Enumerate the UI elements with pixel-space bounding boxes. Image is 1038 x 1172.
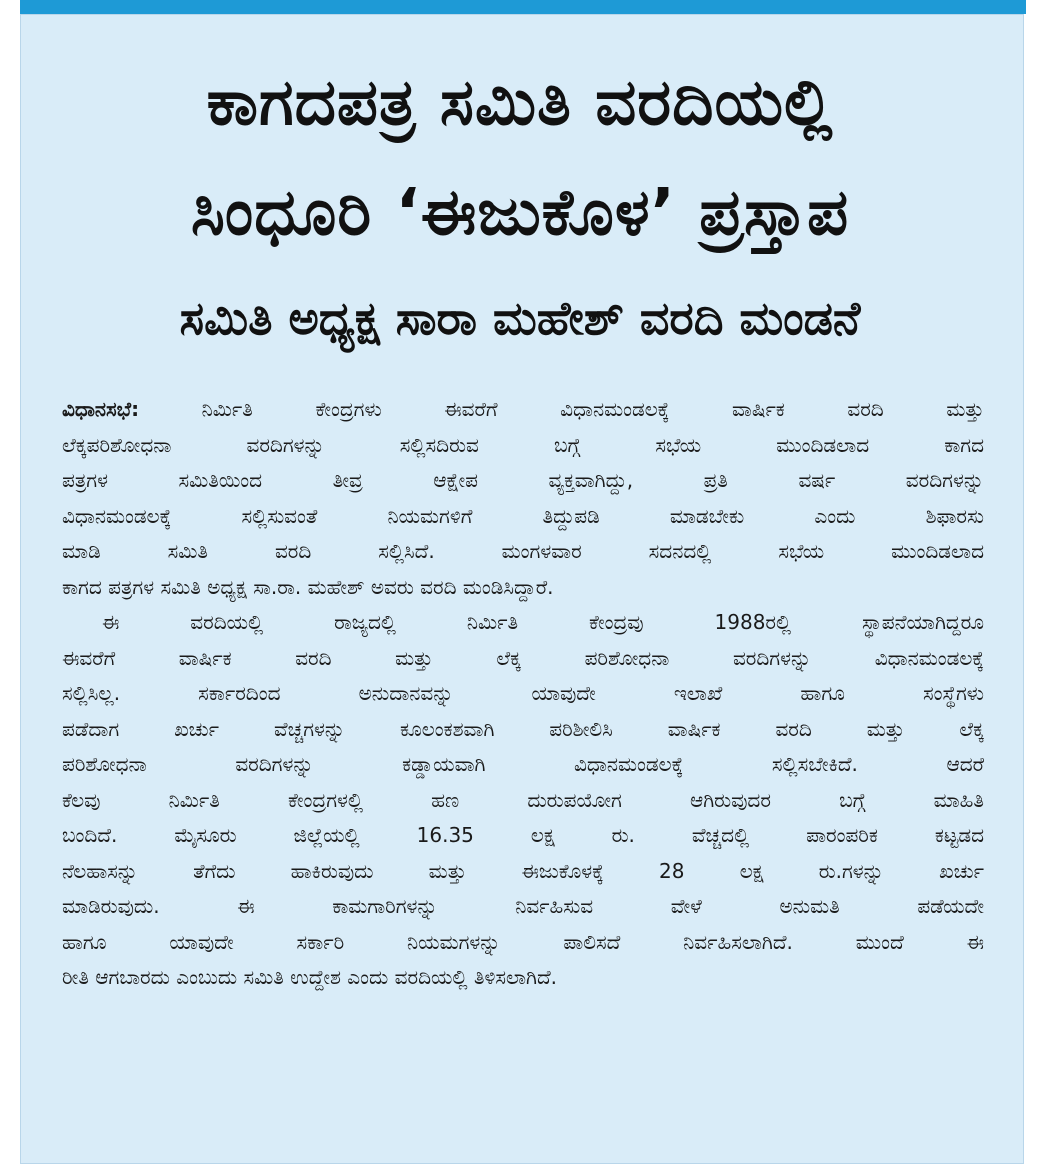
article-line: ಕಾಗದ ಪತ್ರಗಳ ಸಮಿತಿ ಅಧ್ಯಕ್ಷ ಸಾ.ರಾ. ಮಹೇಶ್ ಅವರು ವರದಿ ಮಂಡಿಸಿದ್ದಾರೆ. [62, 574, 554, 599]
article-line: ವಿಧಾನಮಂಡಲಕ್ಕೆ ಸಲ್ಲಿಸುವಂತೆ ನಿಯಮಗಳಿಗೆ ತಿದ್ದುಪಡಿ ಮಾಡಬೇಕು ಎಂದು ಶಿಫಾರಸು [62, 503, 984, 528]
article-line: ರೀತಿ ಆಗಬಾರದು ಎಂಬುದು ಸಮಿತಿ ಉದ್ದೇಶ ಎಂದು ವರದಿಯಲ್ಲಿ ತಿಳಿಸಲಾಗಿದೆ. [62, 965, 558, 989]
article-line: ಸಲ್ಲಿಸಿಲ್ಲ. ಸರ್ಕಾರದಿಂದ ಅನುದಾನವನ್ನು ಯಾವುದೇ ಇಲಾಖೆ ಹಾಗೂ ಸಂಸ್ಥೆಗಳು [62, 681, 984, 705]
article-line: ಪರಿಶೋಧನಾ ವರದಿಗಳನ್ನು ಕಡ್ಡಾಯವಾಗಿ ವಿಧಾನಮಂಡಲಕ್ಕೆ ಸಲ್ಲಿಸಬೇಕಿದೆ. ಆದರೆ [62, 752, 984, 776]
article-line: ಕೆಲವು ನಿರ್ಮಿತಿ ಕೇಂದ್ರಗಳಲ್ಲಿ ಹಣ ದುರುಪಯೋಗ ಆಗಿರುವುದರ ಬಗ್ಗೆ ಮಾಹಿತಿ [62, 787, 984, 812]
article-line: ಪತ್ರಗಳ ಸಮಿತಿಯಿಂದ ತೀವ್ರ ಆಕ್ಷೇಪ ವ್ಯಕ್ತವಾಗಿದ್ದು, ಪ್ರತಿ ವರ್ಷ ವರದಿಗಳನ್ನು [62, 468, 984, 492]
article-line: ಬಂದಿದೆ. ಮೈಸೂರು ಜಿಲ್ಲೆಯಲ್ಲಿ 16.35 ಲಕ್ಷ ರು. ವೆಚ್ಚದಲ್ಲಿ ಪಾರಂಪರಿಕ ಕಟ್ಟಡದ [62, 823, 984, 847]
article-line: ಈವರೆಗೆ ವಾರ್ಷಿಕ ವರದಿ ಮತ್ತು ಲೆಕ್ಕ ಪರಿಶೋಧನಾ ವರದಿಗಳನ್ನು ವಿಧಾನಮಂಡಲಕ್ಕೆ [62, 645, 984, 670]
article-line [62, 392, 984, 428]
article-line: ಮಾಡಿ ಸಮಿತಿ ವರದಿ ಸಲ್ಲಿಸಿದೆ. ಮಂಗಳವಾರ ಸದನದಲ್ಲಿ ಸಭೆಯ ಮುಂದಿಡಲಾದ [62, 539, 984, 563]
article-line: ಮಾಡಿರುವುದು. ಈ ಕಾಮಗಾರಿಗಳನ್ನು ನಿರ್ವಹಿಸುವ ವೇಳೆ ಅನುಮತಿ ಪಡೆಯದೇ [62, 894, 984, 918]
headline-line-1: ಕಾಗದಪತ್ರ ಸಮಿತಿ ವರದಿಯಲ್ಲಿ [206, 66, 834, 140]
article-line: ಪಡೆದಾಗ ಖರ್ಚು ವೆಚ್ಚಗಳನ್ನು ಕೂಲಂಕಶವಾಗಿ ಪರಿಶೀಲಿಸಿ ವಾರ್ಷಿಕ ವರದಿ ಮತ್ತು ಲೆಕ್ಕ [62, 716, 984, 741]
headline-line-2: ಸಿಂಧೂರಿ ‘ಈಜುಕೊಳ’ ಪ್ರಸ್ತಾಪ [190, 176, 850, 250]
top-accent-bar [20, 0, 1026, 14]
article-line-text: ನಿರ್ಮಿತಿ ಕೇಂದ್ರಗಳು ಈವರೆಗೆ ವಿಧಾನಮಂಡಲಕ್ಕೆ ವಾರ್ಷಿಕ ವರದಿ ಮತ್ತು [139, 397, 984, 421]
article-body [62, 392, 984, 996]
subheadline: ಸಮಿತಿ ಅಧ್ಯಕ್ಷ ಸಾರಾ ಮಹೇಶ್ ವರದಿ ಮಂಡನೆ [179, 291, 861, 345]
article-line: ಈ ವರದಿಯಲ್ಲಿ ರಾಜ್ಯದಲ್ಲಿ ನಿರ್ಮಿತಿ ಕೇಂದ್ರವು 1988ರಲ್ಲಿ ಸ್ಥಾಪನೆಯಾಗಿದ್ದರೂ [102, 610, 984, 634]
article-line: ನೆಲಹಾಸನ್ನು ತೆಗೆದು ಹಾಕಿರುವುದು ಮತ್ತು ಈಜುಕೊಳಕ್ಕೆ 28 ಲಕ್ಷ ರು.ಗಳನ್ನು ಖರ್ಚು [62, 858, 984, 883]
article-line: ಹಾಗೂ ಯಾವುದೇ ಸರ್ಕಾರಿ ನಿಯಮಗಳನ್ನು ಪಾಲಿಸದೆ ನಿರ್ವಹಿಸಲಾಗಿದೆ. ಮುಂದೆ ಈ [62, 929, 984, 954]
dateline: ವಿಧಾನಸಭೆ: [62, 397, 140, 421]
article-line: ಲೆಕ್ಕಪರಿಶೋಧನಾ ವರದಿಗಳನ್ನು ಸಲ್ಲಿಸದಿರುವ ಬಗ್ಗೆ ಸಭೆಯ ಮುಂದಿಡಲಾದ ಕಾಗದ [62, 432, 984, 457]
